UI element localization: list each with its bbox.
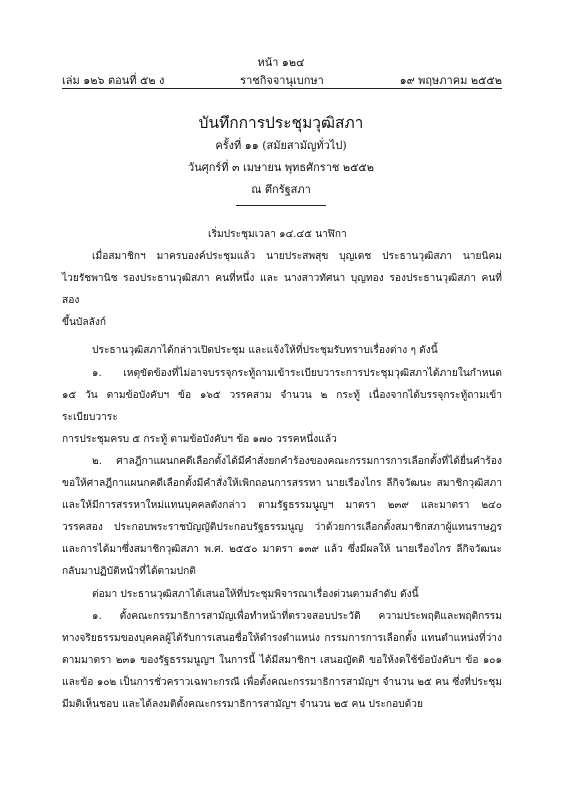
start-time: เริ่มประชุมเวลา ๑๔.๔๕ นาฬิกา	[208, 229, 347, 240]
item1-line1: ๑. เหตุขัดข้องที่ไม่อาจบรรจุกระทู้ถามเข้าระเบียบวาระการประชุมวุฒิสภาได้ภายในกำหนด	[92, 367, 502, 379]
item2-line1: ๒. ศาลฎีกาแผนกคดีเลือกตั้งได้มีคำสั่งยกคำร้องของคณะกรรมการการเลือกตั้งที่ได้ยื่นคำร้อง	[92, 455, 502, 467]
document-body	[62, 224, 502, 716]
para3: ต่อมา ประธานวุฒิสภาได้เสนอให้ที่ประชุมพิจารณาเรื่องด่วนตามลำดับ ดังนี้	[92, 588, 419, 600]
meeting-date: วันศุกร์ที่ ๓ เมษายน พุทธศักราช ๒๕๕๒	[188, 161, 374, 174]
gazette-header	[62, 71, 502, 85]
item2-line4: วรรคสอง ประกอบพระราชบัญญัติประกอบรัฐธรรมนูญ ว่าด้วยการเลือกตั้งสมาชิกสภาผู้แทนราษฎร	[62, 522, 502, 534]
volume-issue: เล่ม ๑๒๖ ตอนที่ ๕๒ ง	[62, 74, 165, 87]
session-line: ครั้งที่ ๑๑ (สมัยสามัญทั่วไป)	[215, 139, 347, 152]
item3-line5: มีมติเห็นชอบ และได้ลงมติตั้งคณะกรรมาธิการสามัญฯ จำนวน ๒๕ คน ประกอบด้วย	[62, 698, 423, 710]
item3-line1: ๑. ตั้งคณะกรรมาธิการสามัญเพื่อทำหน้าที่ตรวจสอบประวัติ ความประพฤติและพฤติกรรม	[92, 610, 502, 622]
item2-line5: และการได้มาซึ่งสมาชิกวุฒิสภา พ.ศ. ๒๕๕๐ มาตรา ๑๓๙ แล้ว ซึ่งมีผลให้ นายเรืองไกร ลีกิจวัฒนะ	[62, 544, 502, 556]
title-divider	[236, 205, 326, 206]
para1-line2: ไวยรัชพานิช รองประธานวุฒิสภา คนที่หนึ่ง และ นางสาวทัศนา บุญทอง รองประธานวุฒิสภา คนที่สอง	[62, 273, 502, 307]
item2-line3: และให้มีการสรรหาใหม่แทนบุคคลดังกล่าว ตามรัฐธรรมนูญฯ มาตรา ๒๓๙ และมาตรา ๒๔๐	[62, 500, 502, 512]
item1-line2: ๑๕ วัน ตามข้อบังคับฯ ข้อ ๑๖๕ วรรคสาม จำนวน ๒ กระทู้ เนื่องจากได้บรรจุกระทู้ถามเข้าระเบียบวาระ	[62, 389, 502, 423]
item3-line2: ทางจริยธรรมของบุคคลผู้ได้รับการเสนอชื่อให้ดำรงตำแหน่ง กรรมการการเลือกตั้ง แทนตำแหน่งที่ว่าง	[62, 632, 502, 644]
item3-line4: และข้อ ๑๐๒ เป็นการชั่วคราวเฉพาะกรณี เพื่อตั้งคณะกรรมาธิการสามัญฯ จำนวน ๒๕ คน ซึ่งที่ประชุม	[62, 676, 502, 688]
publication-date: ๑๙ พฤษภาคม ๒๕๕๒	[399, 74, 502, 87]
para2: ประธานวุฒิสภาได้กล่าวเปิดประชุม และแจ้งให้ที่ประชุมรับทราบเรื่องต่าง ๆ ดังนี้	[92, 345, 438, 357]
document-title: บันทึกการประชุมวุฒิสภา	[198, 114, 364, 132]
venue: ณ ตึกรัฐสภา	[251, 183, 311, 196]
item3-line3: ตามมาตรา ๒๓๑ ของรัฐธรรมนูญฯ ในการนี้ ได้มีสมาชิกฯ เสนอญัตติ ขอให้งดใช้ข้อบังคับฯ ข้อ ๑๐๑	[62, 654, 502, 666]
header-rule	[62, 88, 502, 89]
para1-line1: เมื่อสมาชิกฯ มาครบองค์ประชุมแล้ว นายประสพสุข บุญเดช ประธานวุฒิสภา นายนิคม	[92, 251, 502, 263]
publication-name: ราชกิจจานุเบกษา	[240, 74, 324, 87]
item1-line3: การประชุมครบ ๕ กระทู้ ตามข้อบังคับฯ ข้อ ๑๗๐ วรรคหนึ่งแล้ว	[62, 433, 337, 445]
item2-line2: ขอให้ศาลฎีกาแผนกคดีเลือกตั้งมีคำสั่งให้เพิกถอนการสรรหา นายเรืองไกร ลีกิจวัฒนะ สมาชิกวุฒิสภา	[62, 478, 502, 490]
para1-line3: ขึ้นบัลลังก์	[62, 317, 107, 329]
page-number: หน้า ๑๒๔	[257, 56, 305, 69]
item2-line6: กลับมาปฏิบัติหน้าที่ได้ตามปกติ	[62, 566, 196, 578]
